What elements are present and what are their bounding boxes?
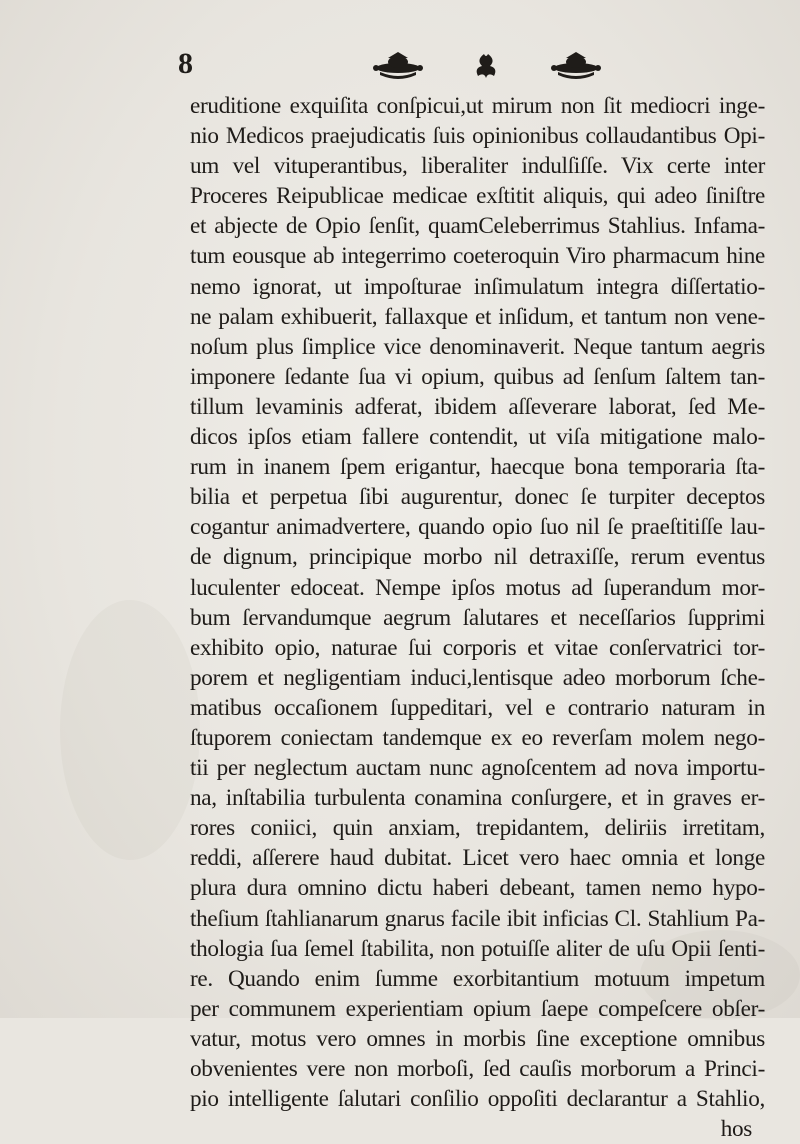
text-line: porem et negligentiam induci,lentisque adeo morborum ſche-: [190, 664, 765, 691]
text-line: thologia ſua ſemel ſtabilita, non potuiſſe aliter de uſu Opii ſenti-: [190, 935, 765, 962]
text-line: tillum levaminis adferat, ibidem aſſeverare laborat, ſed Me-: [190, 393, 765, 420]
text-line: rum in inanem ſpem erigantur, haecque bona temporaria ſta-: [190, 454, 765, 481]
body-text: [190, 91, 765, 1144]
text-line: pio intelligente ſalutari conſilio oppoſiti declarantur a Stahlio,: [190, 1086, 765, 1113]
text-line: et abjecte de Opio ſenſit, quamCeleberrimus Stahlius. Infama-: [190, 213, 765, 240]
text-line: theſium ſtahlianarum gnarus facile ibit inficias Cl. Stahlium Pa-: [190, 905, 765, 932]
text-line: um vel vituperantibus, liberaliter indulſiſſe. Vix certe inter: [190, 153, 765, 180]
text-line: exhibito opio, naturae ſui corporis et vitae conſervatrici tor-: [190, 634, 765, 661]
text-line: re. Quando enim ſumme exorbitantium motuum impetum: [190, 965, 765, 992]
text-line: na, inſtabilia turbulenta conamina conſurgere, et in graves er-: [190, 785, 765, 812]
text-line: ſtuporem coniectam tandemque ex eo reverſam molem nego-: [190, 724, 765, 751]
text-line: cogantur animadvertere, quando opio ſuo nil ſe praeſtitiſſe lau-: [190, 514, 765, 541]
text-line: matibus occaſionem ſuppeditari, vel e contrario naturam in: [190, 694, 765, 721]
text-line: ne palam exhibuerit, fallaxque et inſidum, et tantum non vene-: [190, 303, 765, 330]
text-line: de dignum, principique morbo nil detraxiſſe, rerum eventus: [190, 544, 765, 571]
headpiece-ornament: [358, 48, 618, 82]
text-line: noſum plus ſimplice vice denominaverit. Neque tantum aegris: [190, 333, 765, 360]
text-line: per communem experientiam opium ſaepe compeſcere obſer-: [190, 995, 765, 1022]
paper-stain: [60, 600, 200, 860]
page-header: [178, 44, 638, 84]
text-line: plura dura omnino dictu haberi debeant, tamen nemo hypo-: [190, 875, 765, 902]
text-line: tum eousque ab integerrimo coeteroquin Viro pharmacum hine: [190, 243, 765, 270]
page-number: 8: [178, 47, 193, 80]
text-line: imponere ſedante ſua vi opium, quibus ad ſenſum ſaltem tan-: [190, 363, 765, 390]
text-line: obvenientes vere non morboſi, ſed cauſis morborum a Princi-: [190, 1056, 765, 1082]
text-line: rores coniici, quin anxiam, trepidantem, deliriis irretitam,: [190, 815, 765, 842]
text-line: Proceres Reipublicae medicae exſtitit aliquis, qui adeo ſiniſtre: [190, 183, 765, 210]
text-line: dicos ipſos etiam fallere contendit, ut viſa mitigatione malo-: [190, 424, 765, 451]
text-line: vatur, motus vero omnes in morbis ſine exceptione omnibus: [190, 1025, 765, 1052]
text-line: nemo ignorat, ut impoſturae inſimulatum integra diſſertatio-: [190, 273, 765, 300]
text-line: reddi, aſſerere haud dubitat. Licet vero haec omnia et longe: [190, 845, 765, 872]
text-line: nio Medicos praejudicatis ſuis opinionibus collaudantibus Opi-: [190, 123, 765, 150]
text-line: tii per neglectum auctam nunc agnoſcentem ad nova importu-: [190, 755, 765, 782]
text-line: bum ſervandumque aegrum ſalutares et neceſſarios ſupprimi: [190, 604, 765, 631]
text-line: eruditione exquiſita conſpicui,ut mirum non ſit mediocri inge-: [190, 93, 765, 119]
text-line: hos: [720, 1116, 752, 1143]
text-line: bilia et perpetua ſibi augurentur, donec ſe turpiter deceptos: [190, 484, 765, 511]
text-line: luculenter edoceat. Nempe ipſos motus ad ſuperandum mor-: [190, 574, 765, 601]
